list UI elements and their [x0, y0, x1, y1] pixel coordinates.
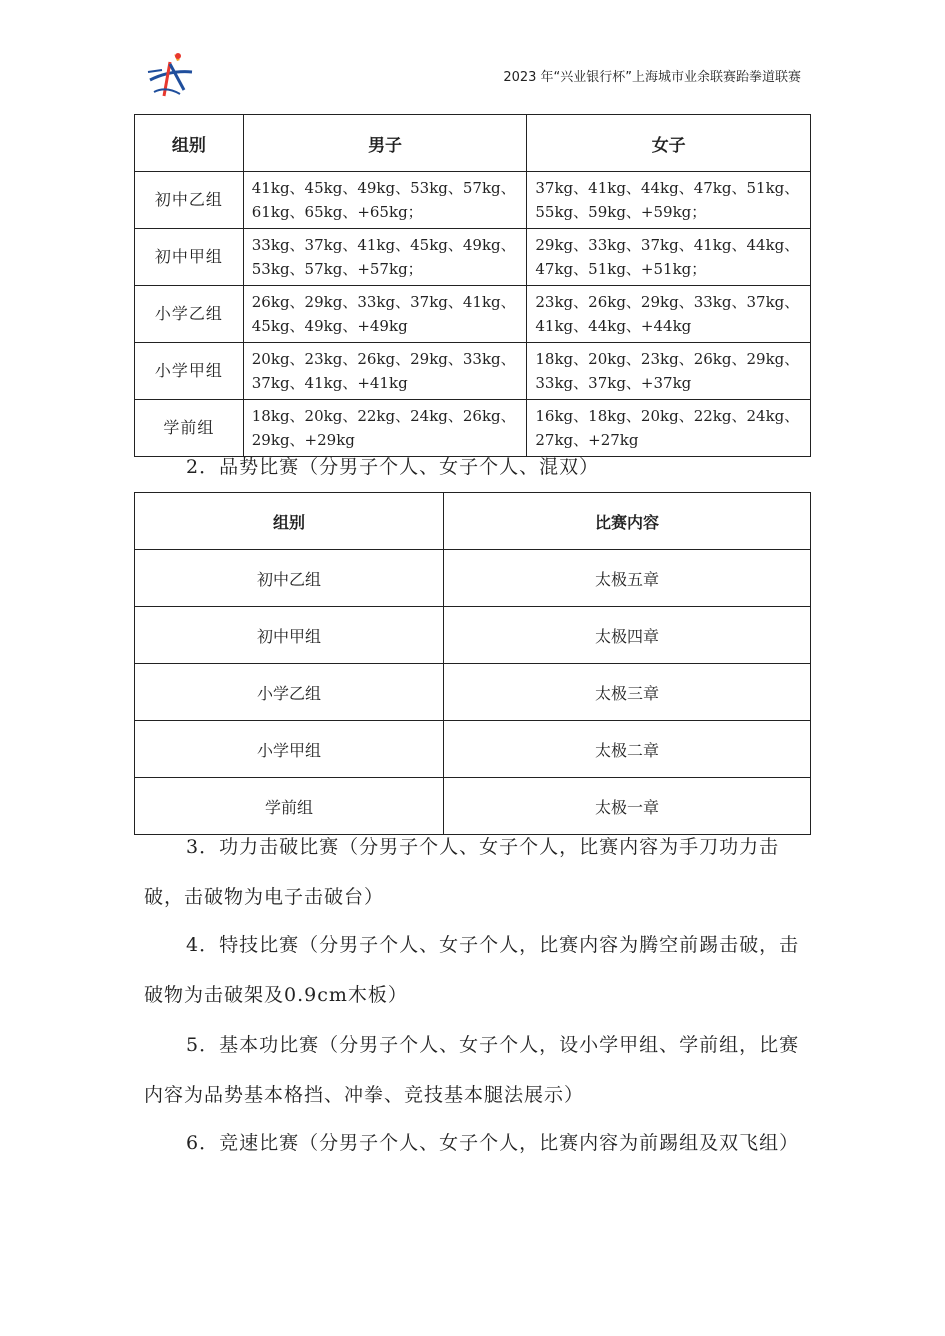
male-weights-cell: 20kg、23kg、26kg、29kg、33kg、37kg、41kg、+41kg: [243, 343, 527, 400]
content-cell: 太极三章: [444, 664, 811, 721]
table-row: [135, 400, 811, 457]
group-cell: 初中甲组: [135, 229, 244, 286]
male-weights-cell: 18kg、20kg、22kg、24kg、26kg、29kg、+29kg: [243, 400, 527, 457]
content-cell: 太极一章: [444, 778, 811, 835]
table-header-row: [135, 115, 811, 172]
poomsae-table: [134, 492, 811, 835]
male-weights-cell: 26kg、29kg、33kg、37kg、41kg、45kg、49kg、+49kg: [243, 286, 527, 343]
table-row: [135, 550, 811, 607]
group-cell: 小学乙组: [135, 664, 444, 721]
table-row: [135, 286, 811, 343]
header-title: 2023 年“兴业银行杯”上海城市业余联赛跆拳道联赛: [503, 70, 801, 85]
paragraph-3: 3．功力击破比赛（分男子个人、女子个人，比赛内容为手刀功力击破，击破物为电子击破台）: [144, 836, 780, 908]
group-cell: 小学乙组: [135, 286, 244, 343]
group-cell: 初中甲组: [135, 607, 444, 664]
group-cell: 小学甲组: [135, 721, 444, 778]
content-cell: 太极四章: [444, 607, 811, 664]
amateur-games-logo-icon: [140, 50, 202, 102]
kyorugi-weight-table: [134, 114, 811, 457]
female-weights-cell: 37kg、41kg、44kg、47kg、51kg、55kg、59kg、+59kg；: [527, 172, 811, 229]
male-weights-cell: 33kg、37kg、41kg、45kg、49kg、53kg、57kg、+57kg；: [243, 229, 527, 286]
table-row: [135, 664, 811, 721]
male-weights-cell: 41kg、45kg、49kg、53kg、57kg、61kg、65kg、+65kg；: [243, 172, 527, 229]
table-row: [135, 343, 811, 400]
col-group-header: 组别: [135, 115, 244, 172]
table-row: [135, 607, 811, 664]
col-content-header: 比赛内容: [444, 493, 811, 550]
group-cell: 初中乙组: [135, 550, 444, 607]
table-header-row: [135, 493, 811, 550]
col-male-header: 男子: [243, 115, 527, 172]
group-cell: 学前组: [135, 400, 244, 457]
paragraph-5: 5．基本功比赛（分男子个人、女子个人，设小学甲组、学前组，比赛内容为品势基本格挡、冲拳、竞技基本腿法展示）: [144, 1034, 800, 1106]
female-weights-cell: 18kg、20kg、23kg、26kg、29kg、33kg、37kg、+37kg: [527, 343, 811, 400]
group-cell: 小学甲组: [135, 343, 244, 400]
col-female-header: 女子: [527, 115, 811, 172]
page-header: [0, 0, 945, 110]
paragraph-6: 6．竞速比赛（分男子个人、女子个人，比赛内容为前踢组及双飞组）: [186, 1132, 800, 1154]
group-cell: 初中乙组: [135, 172, 244, 229]
table-row: [135, 229, 811, 286]
col-group-header: 组别: [135, 493, 444, 550]
table-row: [135, 721, 811, 778]
female-weights-cell: 29kg、33kg、37kg、41kg、44kg、47kg、51kg、+51kg；: [527, 229, 811, 286]
female-weights-cell: 16kg、18kg、20kg、22kg、24kg、27kg、+27kg: [527, 400, 811, 457]
paragraph-4: 4．特技比赛（分男子个人、女子个人，比赛内容为腾空前踢击破，击破物为击破架及0.9cm木板）: [144, 934, 800, 1006]
content-cell: 太极二章: [444, 721, 811, 778]
content-cell: 太极五章: [444, 550, 811, 607]
female-weights-cell: 23kg、26kg、29kg、33kg、37kg、41kg、44kg、+44kg: [527, 286, 811, 343]
table-row: [135, 172, 811, 229]
section-2-heading: 2．品势比赛（分男子个人、女子个人、混双）: [186, 456, 600, 478]
group-cell: 学前组: [135, 778, 444, 835]
